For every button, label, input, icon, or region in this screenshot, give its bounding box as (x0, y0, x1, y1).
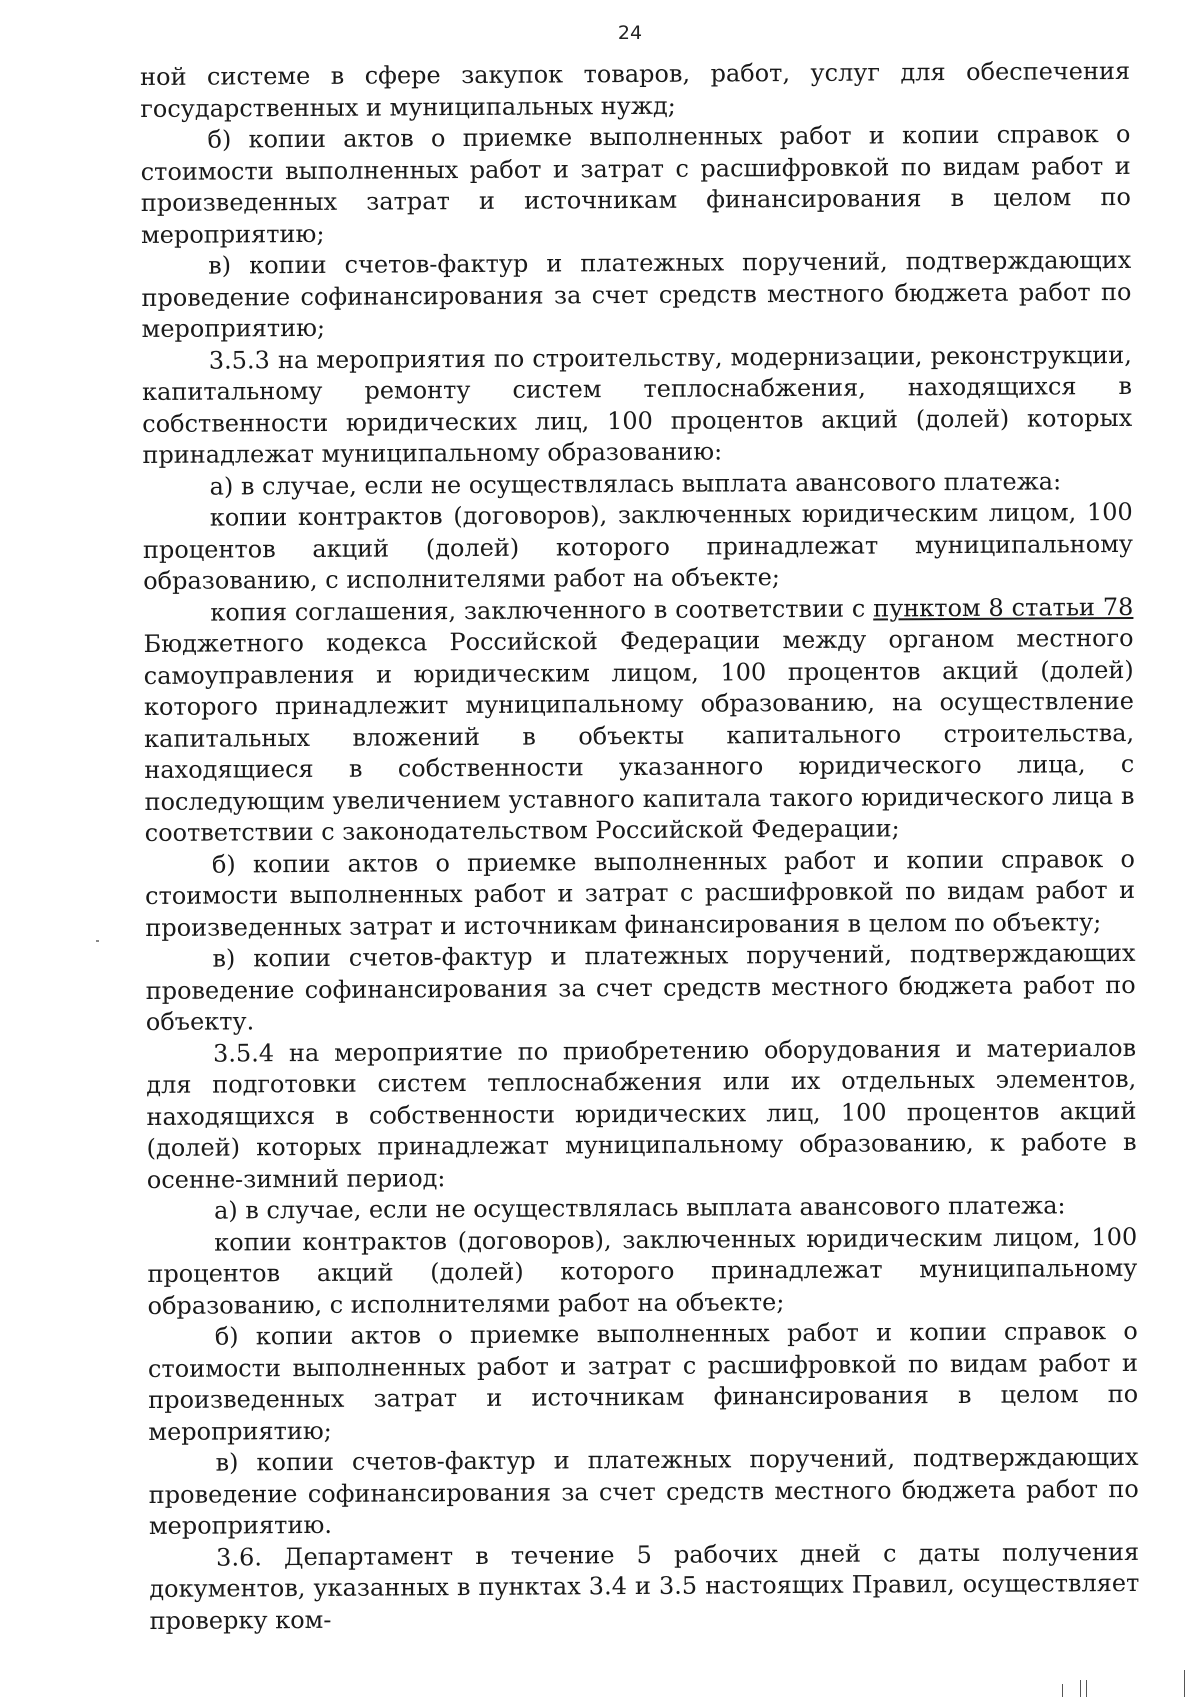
paragraph-contracts-2: копии контрактов (договоров), заключенных юридическим лицом, 100 процентов акций (долей) которого принадлежат муниципальному образованию, с исполнителями работ на объекте; (147, 1222, 1138, 1320)
paragraph-advance-a: а) в случае, если не осуществлялась выплата авансового платежа: (209, 466, 1062, 501)
paragraph-3-5-4: 3.5.4 на мероприятие по приобретению оборудования и материалов для подготовки систем теплоснабжения или их отдельных элементов, находящихся в собственности юридических лиц, 100 процентов акций (долей) которых принадлежат муниципальному образованию, к работе в осенне-зимний период: (146, 1033, 1137, 1194)
paragraph-continuation: ной системе в сфере закупок товаров, работ, услуг для обеспечения государственных и муниципальных нужд; (140, 56, 1131, 123)
paragraph-invoices-object-v: в) копии счетов-фактур и платежных поручений, подтверждающих проведение софинансирования за счет средств местного бюджета работ по объекту. (145, 938, 1136, 1036)
paragraph-agreement (143, 591, 1135, 849)
paragraph-invoices-v: в) копии счетов-фактур и платежных поручений, подтверждающих проведение софинансирования за счет средств местного бюджета работ по мероприятию; (141, 245, 1132, 343)
agreement-text-before: копия соглашения, заключенного в соответствии с (210, 594, 874, 627)
scan-mark (1062, 1684, 1063, 1697)
document-body (140, 56, 1140, 1637)
agreement-text-after: Бюджетного кодекса Российской Федерации между органом местного самоуправления и юридическим лицом, 100 процентов акций (долей) которого принадлежит муниципальному образованию, на осуществление капитальных вложений в объекты капитального строительства, находящиеся в собственности указанного юридического лица, с последующим увеличением уставного капитала такого юридического лица в соответствии с законодательством Российской Федерации; (143, 623, 1135, 847)
paragraph-acts-object-b: б) копии актов о приемке выполненных работ и копии справок о стоимости выполненных работ и затрат с расшифровкой по видам работ и произведенных затрат и источникам финансирования в целом по объекту; (145, 844, 1136, 942)
paragraph-advance-a-2: а) в случае, если не осуществлялась выплата авансового платежа: (213, 1191, 1066, 1225)
paragraph-acts-b-2: б) копии актов о приемке выполненных работ и копии справок о стоимости выполненных работ и затрат с расшифровкой по видам работ и произведенных затрат и источникам финансирования в целом по мероприятию; (147, 1316, 1139, 1446)
paragraph-contracts: копии контрактов (договоров), заключенных юридическим лицом, 100 процентов акций (долей) которого принадлежат муниципальному образованию, с исполнителями работ на объекте; (142, 497, 1134, 595)
budget-code-link[interactable]: пунктом 8 статьи 78 (873, 592, 1134, 623)
scan-mark (1086, 1680, 1087, 1697)
scan-mark (1080, 1680, 1081, 1697)
page-number: 24 (617, 22, 643, 44)
paragraph-3-5-3: 3.5.3 на мероприятия по строительству, модернизации, реконструкции, капитальному ремонту систем теплоснабжения, находящихся в собственности юридических лиц, 100 процентов акций (долей) которых принадлежат муниципальному образованию: (141, 340, 1133, 469)
paragraph-invoices-v-2: в) копии счетов-фактур и платежных поручений, подтверждающих проведение софинансирования за счет средств местного бюджета работ по мероприятию. (148, 1442, 1139, 1540)
paragraph-3-6: 3.6. Департамент в течение 5 рабочих дней с даты получения документов, указанных в пунктах 3.4 и 3.5 настоящих Правил, осуществляет проверку ком- (149, 1537, 1140, 1635)
scan-speck (96, 940, 99, 942)
paragraph-acts-b: б) копии актов о приемке выполненных работ и копии справок о стоимости выполненных работ и затрат с расшифровкой по видам работ и произведенных затрат и источникам финансирования в целом по мероприятию; (140, 119, 1131, 249)
scan-mark (1184, 1670, 1185, 1697)
